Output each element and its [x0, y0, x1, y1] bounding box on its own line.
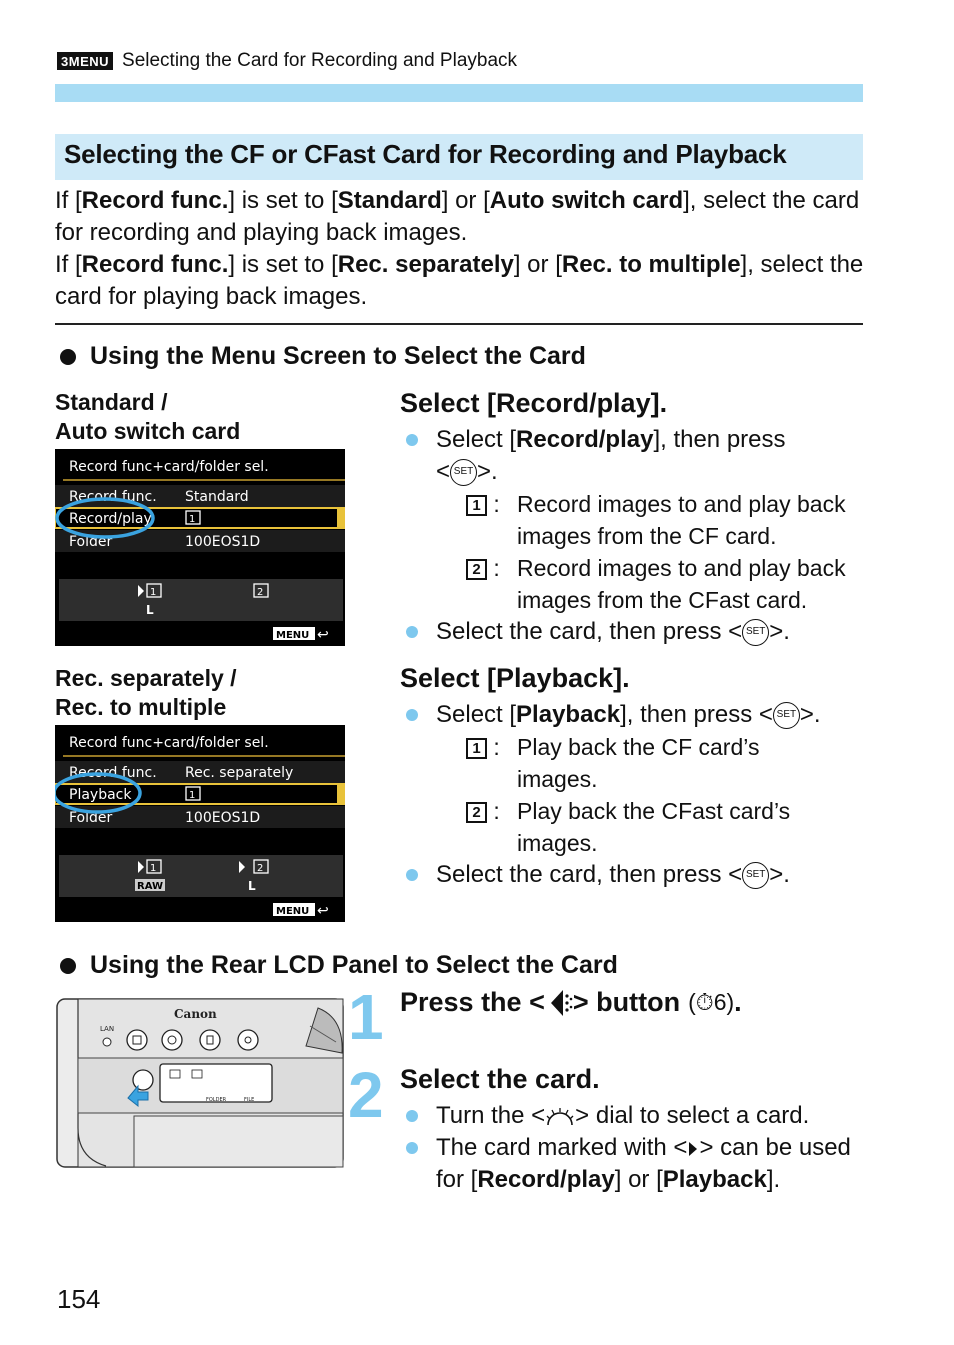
- card-1-icon: 1: [189, 514, 196, 525]
- back-icon: ↩: [317, 627, 329, 643]
- lcd-section-heading: [55, 951, 618, 980]
- step-title: Select [Record/play].: [400, 388, 668, 418]
- step-number-1: 1: [348, 981, 384, 1053]
- card-select-button-icon: [545, 988, 573, 1018]
- menu-tab-icon: 3MENU: [57, 52, 113, 70]
- instruction-bullet: Select the card, then press < SET >.: [400, 859, 870, 891]
- back-icon: ↩: [317, 903, 329, 919]
- step-title: Select the card.: [400, 1064, 600, 1094]
- bullet-dot-icon: [60, 349, 76, 365]
- screen-row-value: 100EOS1D: [185, 810, 261, 826]
- card-1-icon: 1: [189, 790, 196, 801]
- menu-section-heading-text: Using the Menu Screen to Select the Card: [90, 342, 586, 370]
- instruction-bullet: Select the card, then press < SET >.: [400, 616, 870, 648]
- card-option-cf: 1 : Record images to and play back images from the CF card.: [400, 488, 870, 552]
- screen-row-label-selected: Record/play: [69, 511, 152, 527]
- camera-brand: Canon: [174, 1007, 217, 1021]
- status-quality: L: [248, 879, 256, 893]
- lcd-file-label: FILE: [244, 1097, 255, 1103]
- divider: [55, 323, 863, 325]
- menu-section-heading: [55, 342, 586, 371]
- status-card-1: 1: [150, 587, 157, 598]
- intro-paragraph-2: If [Record func.] is set to [Rec. separately] or [Rec. to multiple], select the card for playing back images.: [55, 251, 864, 310]
- step-press-button: Press the < > button (⏱6) .: [400, 987, 742, 1017]
- caption-line: Auto switch card: [55, 418, 241, 444]
- screen-row-label: Record func.: [69, 489, 157, 505]
- caption-line: Rec. to multiple: [55, 694, 227, 720]
- running-header: [57, 50, 517, 72]
- card-option-cfast: 2 : Play back the CFast card’s images.: [400, 795, 870, 859]
- page-number: 154: [57, 1284, 101, 1314]
- header-bar: [55, 84, 863, 102]
- step-playback: [400, 663, 870, 891]
- set-button-icon: SET: [773, 702, 800, 729]
- intro-text: [55, 185, 865, 313]
- camera-lan-label: LAN: [100, 1025, 115, 1033]
- card-1-icon: 1: [466, 495, 487, 516]
- screen-title: Record func+card/folder sel.: [69, 459, 269, 475]
- lcd-folder-label: FOLDER: [206, 1097, 227, 1103]
- instruction-bullet: Select [Playback], then press < SET >.: [400, 699, 870, 731]
- screen-row-value: Rec. separately: [185, 765, 294, 781]
- status-quality: L: [146, 603, 154, 617]
- caption-standard: [55, 388, 240, 446]
- play-marker-icon: [687, 1139, 699, 1159]
- screen-row-label-selected: Playback: [69, 787, 132, 803]
- status-card-2: 2: [257, 587, 264, 598]
- screen-row-label: Record func.: [69, 765, 157, 781]
- step-record-play: [400, 388, 870, 648]
- main-dial-icon: [545, 1105, 575, 1129]
- lcd-section-heading-text: Using the Rear LCD Panel to Select the Card: [90, 951, 618, 979]
- running-header-title: Selecting the Card for Recording and Playback: [122, 50, 518, 71]
- menu-button-icon: MENU: [276, 906, 310, 917]
- screen-title: Record func+card/folder sel.: [69, 735, 269, 751]
- screen-row-value: Standard: [185, 489, 249, 505]
- screen-row-label: Folder: [69, 534, 113, 550]
- card-2-icon: 2: [466, 559, 487, 580]
- intro-paragraph-1: If [Record func.] is set to [Standard] or [Auto switch card], select the card for recording and playing back images.: [55, 187, 860, 246]
- status-card-1: 1: [150, 863, 157, 874]
- status-card-2: 2: [257, 863, 264, 874]
- menu-screen-playback: [55, 725, 345, 922]
- card-2-icon: 2: [466, 802, 487, 823]
- section-title: Selecting the CF or CFast Card for Recording and Playback: [55, 134, 863, 180]
- screen-row-label: Folder: [69, 810, 113, 826]
- instruction-bullet: The card marked with < > can be used for [Record/play] or [Playback].: [400, 1132, 870, 1196]
- instruction-bullet: Select [Record/play], then press < SET >.: [400, 424, 870, 488]
- caption-line: Standard /: [55, 389, 168, 415]
- card-option-cf: 1 : Play back the CF card’s images.: [400, 731, 870, 795]
- bullet-dot-icon: [60, 958, 76, 974]
- timer-icon: ⏱: [695, 989, 714, 1015]
- set-button-icon: SET: [742, 619, 769, 646]
- step-select-card: [400, 1064, 870, 1196]
- caption-line: Rec. separately /: [55, 665, 237, 691]
- menu-button-icon: MENU: [276, 630, 310, 641]
- set-button-icon: SET: [742, 862, 769, 889]
- card-option-cfast: 2 : Record images to and play back images from the CFast card.: [400, 552, 870, 616]
- step-title: Select [Playback].: [400, 663, 630, 693]
- menu-screen-record-play: [55, 449, 345, 646]
- set-button-icon: SET: [450, 459, 477, 486]
- timer-ref: (⏱6): [688, 989, 735, 1015]
- screen-row-value: 100EOS1D: [185, 534, 261, 550]
- caption-rec-separately: [55, 664, 237, 722]
- camera-rear-illustration: [56, 998, 344, 1168]
- instruction-bullet: Turn the < > dial to select a card.: [400, 1100, 870, 1132]
- card-1-icon: 1: [466, 738, 487, 759]
- step-number-2: 2: [348, 1059, 384, 1131]
- status-raw: RAW: [137, 881, 164, 892]
